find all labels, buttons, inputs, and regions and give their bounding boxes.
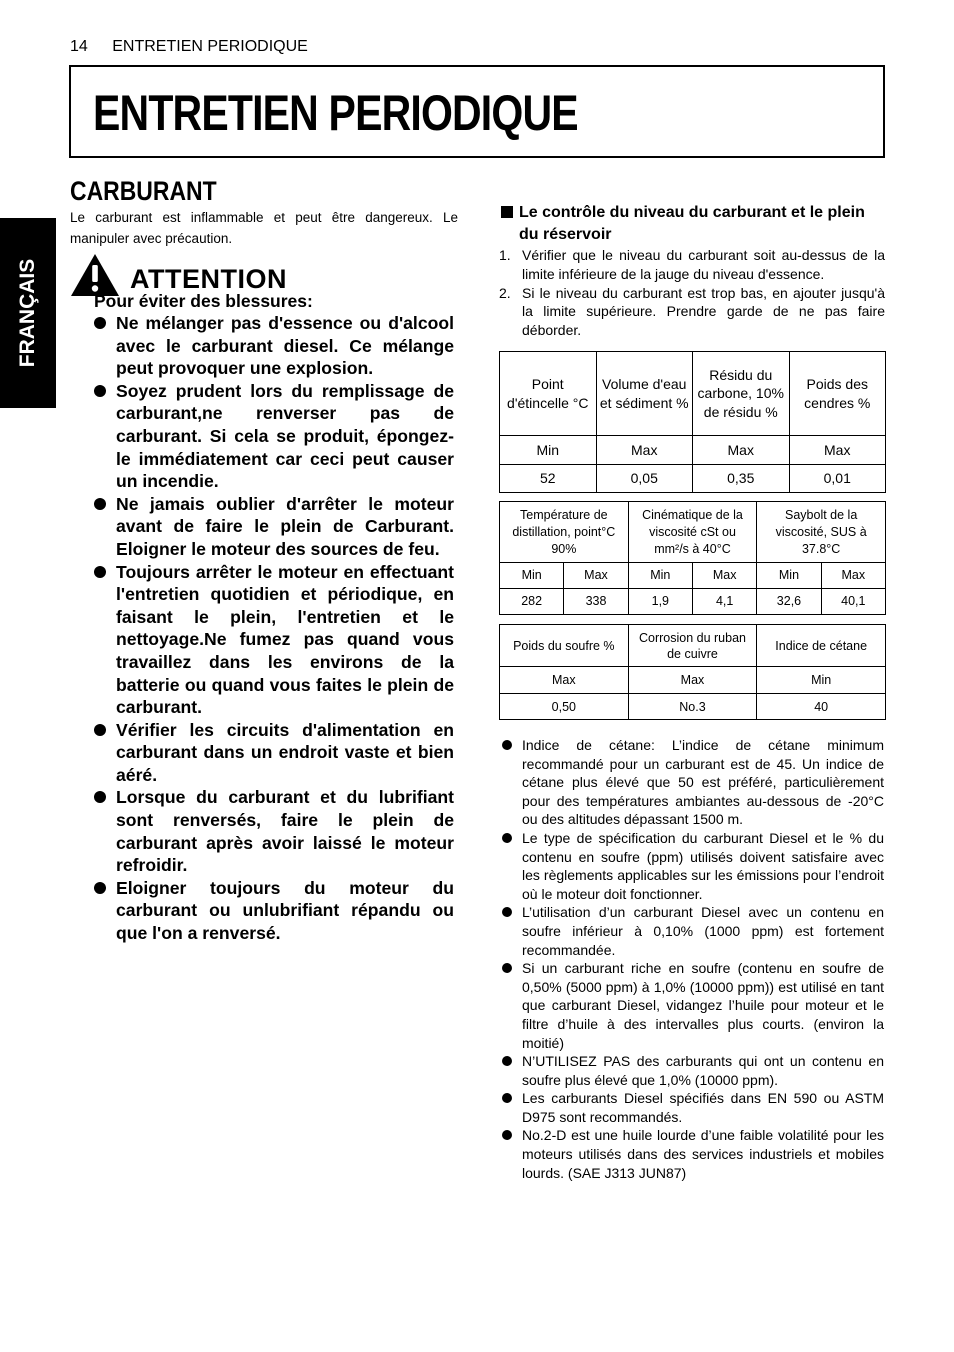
step-text: Vérifier que le niveau du carburant soit au-dessus de la limite inférieure de la jauge du niveau d'essence. (522, 247, 885, 282)
table-header-cell: Résidu du carbone, 10% de résidu % (693, 352, 790, 436)
table-value-cell: 282 (500, 589, 564, 615)
language-tab (0, 218, 56, 408)
attention-subtitle: Pour éviter des blessures: (94, 291, 313, 311)
table-limit-cell: Max (596, 436, 693, 465)
table-limit-cell: Max (564, 563, 628, 589)
table-header-cell: Cinématique de la viscosité cSt ou mm²/s à 40°C (628, 502, 757, 563)
table-header-cell: Saybolt de la viscosité, SUS à 37.8°C (757, 502, 886, 563)
table-limit-cell: Min (500, 436, 597, 465)
table-value-cell: 338 (564, 589, 628, 615)
fuel-spec-table-3 (499, 624, 886, 720)
list-item: Si un carburant riche en soufre (contenu en soufre de 0,50% (5000 ppm) à 1,0% (10000 ppm)) est utilisé en tant que carburant Diesel, vidangez l’huile pour moteur et le filtre d’huile à des intervalles plus courts. (environ la moitié) (500, 959, 884, 1052)
table-header-cell: Volume d'eau et sédiment % (596, 352, 693, 436)
table-value-cell: 32,6 (757, 589, 821, 615)
table-limit-cell: Max (789, 436, 886, 465)
table-header-cell: Poids des cendres % (789, 352, 886, 436)
table-value-cell: 0,50 (500, 694, 629, 720)
attention-item: Soyez prudent lors du remplissage de carburant,ne renverser pas de carburant. Si cela se produit, épongez-le immédiatement car ceci peut causer un incendie. (92, 380, 454, 493)
table-value-cell: 52 (500, 465, 597, 493)
table-header-cell: Température de distillation, point°C 90% (500, 502, 629, 563)
fuel-notes-list (500, 736, 884, 1182)
step-text: Si le niveau du carburant est trop bas, en ajouter jusqu'à la limite supérieure. Prendre garde de ne pas faire déborder. (522, 284, 885, 339)
fuel-check-step (499, 284, 885, 340)
step-number: 1. (499, 247, 511, 263)
table-value-cell: 40 (757, 694, 886, 720)
attention-item: Lorsque du carburant et du lubrifiant sont renversés, faire le plein de carburant après avoir laissé le moteur refroidir. (92, 786, 454, 876)
table-value-cell: 0,35 (693, 465, 790, 493)
list-item: Le type de spécification du carburant Diesel et le % du contenu en soufre (ppm) utilisés doivent satisfaire avec les règlements applicables sur les émissions pour l’endroit où le moteur doit fonctionner. (500, 829, 884, 903)
table-value-cell: No.3 (628, 694, 757, 720)
table-limit-cell: Min (757, 667, 886, 694)
attention-item: Ne mélanger pas d'essence ou d'alcool avec le carburant diesel. Ce mélange peut provoquer une explosion. (92, 312, 454, 380)
table-value-cell: 40,1 (821, 589, 885, 615)
table-header-cell: Indice de cétane (757, 625, 886, 667)
table-header-cell: Point d'étincelle °C (500, 352, 597, 436)
table-limit-cell: Min (500, 563, 564, 589)
section-title: CARBURANT (70, 176, 217, 206)
fuel-spec-table-1 (499, 351, 886, 493)
table-limit-cell: Max (500, 667, 629, 694)
table-header-cell: Corrosion du ruban de cuivre (628, 625, 757, 667)
title-box (69, 65, 885, 158)
attention-label: ATTENTION (130, 264, 287, 294)
table-value-cell: 0,01 (789, 465, 886, 493)
fuel-spec-table-2 (499, 501, 886, 615)
language-tab-label: FRANÇAIS (16, 258, 39, 368)
table-header-cell: Poids du soufre % (500, 625, 629, 667)
list-item: Les carburants Diesel spécifiés dans EN 590 ou ASTM D975 sont recommandés. (500, 1089, 884, 1126)
list-item: Indice de cétane: L’indice de cétane minimum recommandé pour un carburant est de 45. Un indice de cétane plus élevé que 50 est préféré, particulièrement pour des températures ambiantes au-dessous de -20°C ou des altitudes dépassant 1500 m. (500, 736, 884, 829)
table-limit-cell: Max (692, 563, 756, 589)
page-number: 14 (70, 38, 88, 55)
table-limit-cell: Max (628, 667, 757, 694)
table-value-cell: 1,9 (628, 589, 692, 615)
list-item: N’UTILISEZ PAS des carburants qui ont un contenu en soufre plus élevé que 1,0% (10000 ppm). (500, 1052, 884, 1089)
list-item: L’utilisation d’un carburant Diesel avec un contenu en soufre inférieur à 0,10% (1000 ppm) est fortement recommandée. (500, 903, 884, 959)
fuel-check-steps (499, 246, 885, 340)
square-bullet-icon (501, 206, 513, 218)
page-title: ENTRETIEN PERIODIQUE (93, 85, 578, 141)
attention-item: Toujours arrêter le moteur en effectuant l'entretien quotidien et périodique, en faisant le plein, l'entretien et le nettoyage.Ne fumez pas quand vous travaillez dans les environs de la batterie ou quand vous faites le plein de carburant. (92, 561, 454, 719)
table-limit-cell: Max (821, 563, 885, 589)
running-title: ENTRETIEN PERIODIQUE (112, 38, 308, 55)
table-limit-cell: Min (757, 563, 821, 589)
attention-item: Vérifier les circuits d'alimentation en carburant dans un endroit vaste et bien aéré. (92, 719, 454, 787)
table-limit-cell: Min (628, 563, 692, 589)
fuel-check-heading (501, 202, 886, 246)
attention-list (92, 312, 454, 945)
table-limit-cell: Max (693, 436, 790, 465)
attention-item: Ne jamais oublier d'arrêter le moteur avant de faire le plein de Carburant. Eloigner le moteur des sources de feu. (92, 493, 454, 561)
fuel-check-heading-text: Le contrôle du niveau du carburant et le plein du réservoir (519, 204, 865, 243)
list-item: No.2-D est une huile lourde d’une faible volatilité pour les moteurs utilisés dans des services industriels et mobiles lourds. (SAE J313 JUN87) (500, 1126, 884, 1182)
table-value-cell: 4,1 (692, 589, 756, 615)
step-number: 2. (499, 284, 511, 301)
running-header (70, 38, 308, 56)
section-intro: Le carburant est inflammable et peut être dangereux. Le manipuler avec précaution. (70, 210, 458, 246)
fuel-check-step (499, 246, 885, 284)
table-value-cell: 0,05 (596, 465, 693, 493)
attention-item: Eloigner toujours du moteur du carburant ou unlubrifiant répandu ou que l'on a renversé. (92, 877, 454, 945)
